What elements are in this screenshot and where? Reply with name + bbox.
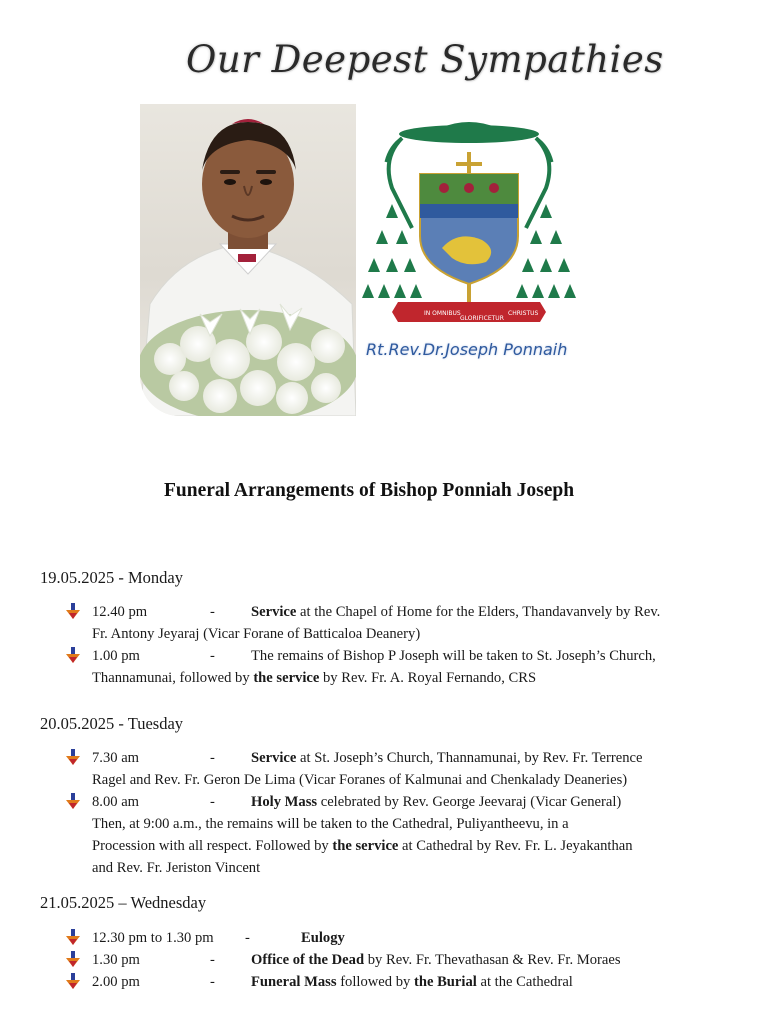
event-time: 2.00 pm — [92, 974, 140, 990]
event-desc-cont: Thannamunai, followed by — [92, 670, 254, 686]
bishop-name: Rt.Rev.Dr.Joseph Ponnaih — [366, 340, 568, 359]
event-dash: - — [210, 604, 215, 620]
event-lead: Eulogy — [301, 930, 345, 946]
event-time: 1.00 pm — [92, 648, 140, 664]
event-desc-cont-2: Procession with all respect. Followed by — [92, 838, 333, 854]
event-emphasis: the service — [332, 838, 399, 854]
list-item — [66, 927, 766, 949]
event-desc-cont-1: Then, at 9:00 a.m., the remains will be taken to the Cathedral, Puliyantheevu, in a — [92, 816, 569, 832]
event-desc: celebrated by Rev. George Jeevaraj (Vicar General) — [317, 794, 622, 810]
scroll-text-2: GLORIFICETUR — [460, 315, 504, 322]
event-lead-2: the Burial — [413, 974, 477, 990]
day-heading-2: 20.05.2025 - Tuesday — [40, 714, 184, 733]
event-lead: Funeral Mass — [251, 974, 337, 990]
event-desc: The remains of Bishop P Joseph will be taken to St. Joseph’s Church, — [251, 648, 656, 664]
coat-of-arms — [362, 118, 576, 332]
event-desc: at St. Joseph’s Church, Thannamunai, by Rev. Fr. Terrence — [296, 750, 643, 766]
arrow-bullet-icon — [66, 749, 80, 765]
arrow-bullet-icon — [66, 793, 80, 809]
event-time: 1.30 pm — [92, 952, 140, 968]
arrow-bullet-icon — [66, 603, 80, 619]
event-desc-cont: Fr. Antony Jeyaraj (Vicar Forane of Batticaloa Deanery) — [92, 626, 421, 642]
event-emphasis: the service — [253, 670, 320, 686]
event-dash: - — [210, 750, 215, 766]
event-lead: Service — [251, 750, 297, 766]
arrow-bullet-icon — [66, 951, 80, 967]
list-item — [66, 747, 766, 791]
event-dash: - — [210, 974, 215, 990]
day-heading-1: 19.05.2025 - Monday — [40, 568, 183, 587]
event-lead: Service — [251, 604, 297, 620]
page-title: Funeral Arrangements of Bishop Ponniah Joseph — [164, 480, 575, 501]
arrow-bullet-icon — [66, 973, 80, 989]
list-item — [66, 949, 766, 971]
event-desc-cont-3: and Rev. Fr. Jeriston Vincent — [92, 860, 261, 876]
event-desc-cont-2-end: at Cathedral by Rev. Fr. L. Jeyakanthan — [398, 838, 633, 854]
day-heading-3: 21.05.2025 – Wednesday — [40, 893, 207, 912]
scroll-text-3: CHRISTUS — [508, 310, 539, 317]
list-item — [66, 645, 766, 689]
event-dash: - — [245, 930, 250, 946]
scroll-text-1: IN OMNIBUS — [424, 310, 461, 317]
event-time: 8.00 am — [92, 794, 140, 810]
event-list-1 — [66, 601, 766, 689]
portrait-illustration — [140, 104, 356, 416]
list-item — [66, 791, 766, 879]
event-list-3 — [66, 927, 766, 993]
event-dash: - — [210, 952, 215, 968]
event-desc: at the Chapel of Home for the Elders, Thandavanvely by Rev. — [296, 604, 661, 620]
event-desc: by Rev. Fr. Thevathasan & Rev. Fr. Moraes — [364, 952, 621, 968]
event-lead: Office of the Dead — [251, 952, 365, 968]
event-dash: - — [210, 794, 215, 810]
event-desc-cont-end: by Rev. Fr. A. Royal Fernando, CRS — [319, 670, 537, 686]
arrow-bullet-icon — [66, 929, 80, 945]
list-item — [66, 601, 766, 645]
event-desc-cont: Ragel and Rev. Fr. Geron De Lima (Vicar Foranes of Kalmunai and Chenkalady Deaneries) — [92, 772, 628, 788]
bishop-portrait — [140, 104, 356, 416]
event-dash: - — [210, 648, 215, 664]
event-desc-mid: followed by — [336, 974, 414, 990]
event-list-2 — [66, 747, 766, 879]
sympathy-heading: Our Deepest Sympathies — [186, 38, 664, 81]
event-time: 7.30 am — [92, 750, 140, 766]
event-lead: Holy Mass — [251, 794, 318, 810]
list-item — [66, 971, 766, 993]
event-time: 12.30 pm to 1.30 pm — [92, 930, 214, 946]
event-time: 12.40 pm — [92, 604, 148, 620]
event-desc: at the Cathedral — [476, 974, 573, 990]
arrow-bullet-icon — [66, 647, 80, 663]
